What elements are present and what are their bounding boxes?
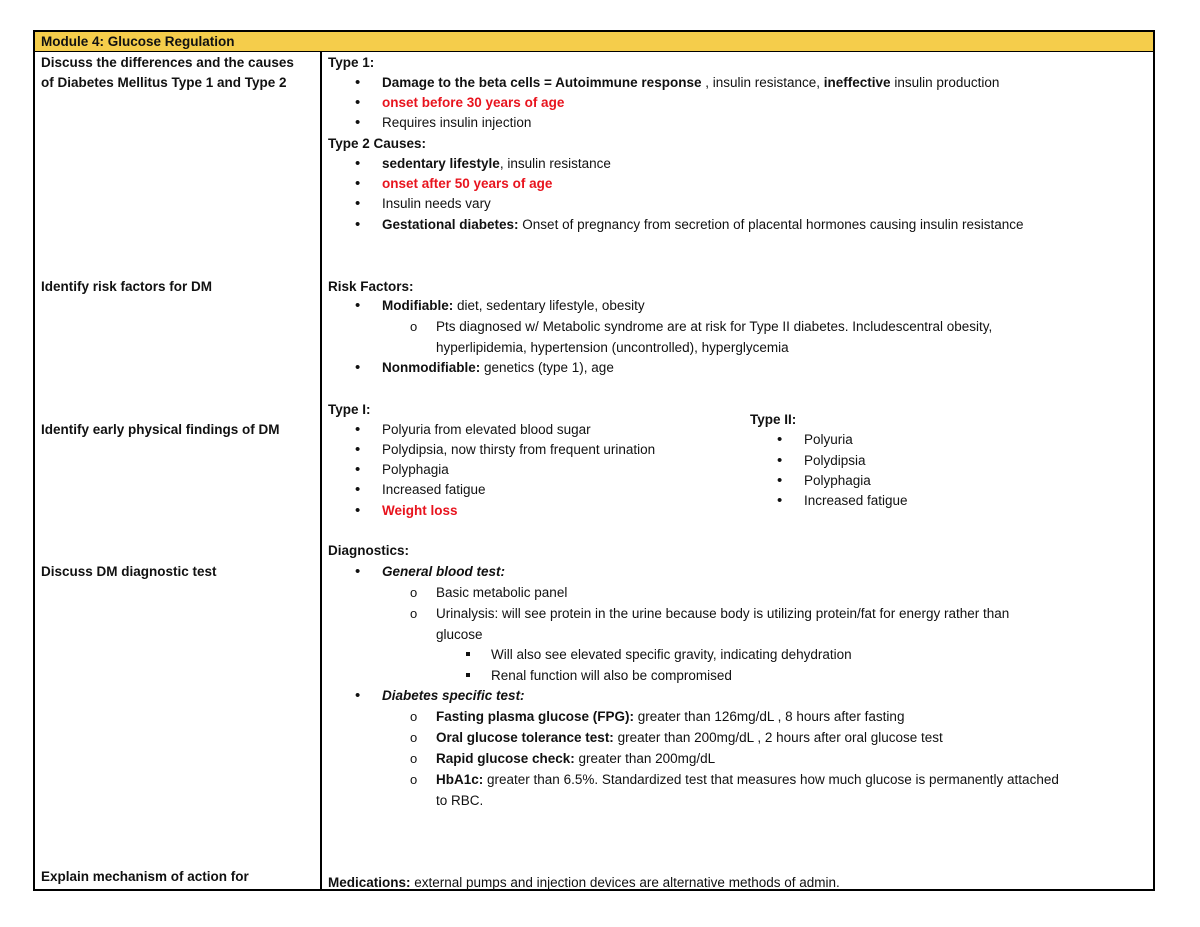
circle-bullet-icon: o <box>410 730 418 745</box>
bullet-icon: • <box>355 94 361 111</box>
findings-type1-item: Weight loss <box>382 503 458 518</box>
question-4: Discuss DM diagnostic test <box>41 564 217 579</box>
type2-item-3: Insulin needs vary <box>382 196 491 211</box>
medications-line: Medications: external pumps and injection devices are alternative methods of admin. <box>328 875 840 890</box>
column-divider <box>320 52 322 889</box>
risk-heading: Risk Factors: <box>328 279 414 294</box>
findings-type2-item: Polyuria <box>804 432 853 447</box>
type1-item-1: Damage to the beta cells = Autoimmune response , insulin resistance, ineffective insulin production <box>382 75 1000 90</box>
risk-sub-line-1: Pts diagnosed w/ Metabolic syndrome are at risk for Type II diabetes. Includescentral obesity, <box>436 319 993 334</box>
type2-item-4: Gestational diabetes: Onset of pregnancy from secretion of placental hormones causing insulin resistance <box>382 217 1024 232</box>
bullet-icon: • <box>355 563 361 580</box>
bullet-icon: • <box>777 452 783 469</box>
bullet-icon: • <box>355 175 361 192</box>
bullet-icon: • <box>777 472 783 489</box>
type1-item-2: onset before 30 years of age <box>382 95 565 110</box>
question-2: Identify risk factors for DM <box>41 279 213 294</box>
bullet-icon: • <box>355 441 361 458</box>
bullet-icon: • <box>355 195 361 212</box>
circle-bullet-icon: o <box>410 606 418 621</box>
risk-nonmodifiable: Nonmodifiable: genetics (type 1), age <box>382 360 614 375</box>
general-item-1: Basic metabolic panel <box>436 585 568 600</box>
module-title: Module 4: Glucose Regulation <box>35 32 1153 52</box>
diabetes-specific-test: Diabetes specific test: <box>382 688 525 703</box>
circle-bullet-icon: o <box>410 751 418 766</box>
findings-type1-heading: Type I: <box>328 402 371 417</box>
type2-item-1: sedentary lifestyle, insulin resistance <box>382 156 611 171</box>
findings-type2-item: Increased fatigue <box>804 493 908 508</box>
general-sub-item-1: Will also see elevated specific gravity, indicating dehydration <box>491 647 852 662</box>
bullet-icon: • <box>355 421 361 438</box>
bullet-icon: • <box>777 431 783 448</box>
circle-bullet-icon: o <box>410 319 418 334</box>
square-bullet-icon <box>466 673 470 677</box>
type1-heading: Type 1: <box>328 55 375 70</box>
bullet-icon: • <box>355 74 361 91</box>
general-item-2-line-1: Urinalysis: will see protein in the urine because body is utilizing protein/fat for energy rather than <box>436 606 1010 621</box>
question-5: Explain mechanism of action for <box>41 869 249 884</box>
bullet-icon: • <box>355 481 361 498</box>
risk-modifiable: Modifiable: diet, sedentary lifestyle, obesity <box>382 298 645 313</box>
specific-item-4-line-1: HbA1c: greater than 6.5%. Standardized test that measures how much glucose is permanently attached <box>436 772 1059 787</box>
bullet-icon: • <box>355 687 361 704</box>
bullet-icon: • <box>355 114 361 131</box>
findings-type1-item: Polydipsia, now thirsty from frequent urination <box>382 442 656 457</box>
bullet-icon: • <box>355 216 361 233</box>
type2-heading: Type 2 Causes: <box>328 136 427 151</box>
findings-type2-heading: Type II: <box>750 412 797 427</box>
question-3: Identify early physical findings of DM <box>41 422 280 437</box>
square-bullet-icon <box>466 652 470 656</box>
general-item-2-line-2: glucose <box>436 627 483 642</box>
specific-item-2: Oral glucose tolerance test: greater than 200mg/dL , 2 hours after oral glucose test <box>436 730 943 745</box>
question-1-line-1: Discuss the differences and the causes <box>41 55 294 70</box>
bullet-icon: • <box>355 359 361 376</box>
risk-sub-line-2: hyperlipidemia, hypertension (uncontrolled), hyperglycemia <box>436 340 789 355</box>
findings-type1-item: Polyuria from elevated blood sugar <box>382 422 591 437</box>
bullet-icon: • <box>355 461 361 478</box>
bullet-icon: • <box>355 155 361 172</box>
type1-item-3: Requires insulin injection <box>382 115 532 130</box>
findings-type2-item: Polydipsia <box>804 453 866 468</box>
bullet-icon: • <box>777 492 783 509</box>
bullet-icon: • <box>355 297 361 314</box>
diagnostics-heading: Diagnostics: <box>328 543 410 558</box>
circle-bullet-icon: o <box>410 709 418 724</box>
type2-item-2: onset after 50 years of age <box>382 176 553 191</box>
general-blood-test: General blood test: <box>382 564 506 579</box>
findings-type1-item: Polyphagia <box>382 462 449 477</box>
findings-type2-item: Polyphagia <box>804 473 871 488</box>
specific-item-4-line-2: to RBC. <box>436 793 484 808</box>
question-1-line-2: of Diabetes Mellitus Type 1 and Type 2 <box>41 75 287 90</box>
specific-item-3: Rapid glucose check: greater than 200mg/dL <box>436 751 716 766</box>
bullet-icon: • <box>355 502 361 519</box>
circle-bullet-icon: o <box>410 772 418 787</box>
findings-type1-item: Increased fatigue <box>382 482 486 497</box>
circle-bullet-icon: o <box>410 585 418 600</box>
general-sub-item-2: Renal function will also be compromised <box>491 668 732 683</box>
specific-item-1: Fasting plasma glucose (FPG): greater than 126mg/dL , 8 hours after fasting <box>436 709 905 724</box>
